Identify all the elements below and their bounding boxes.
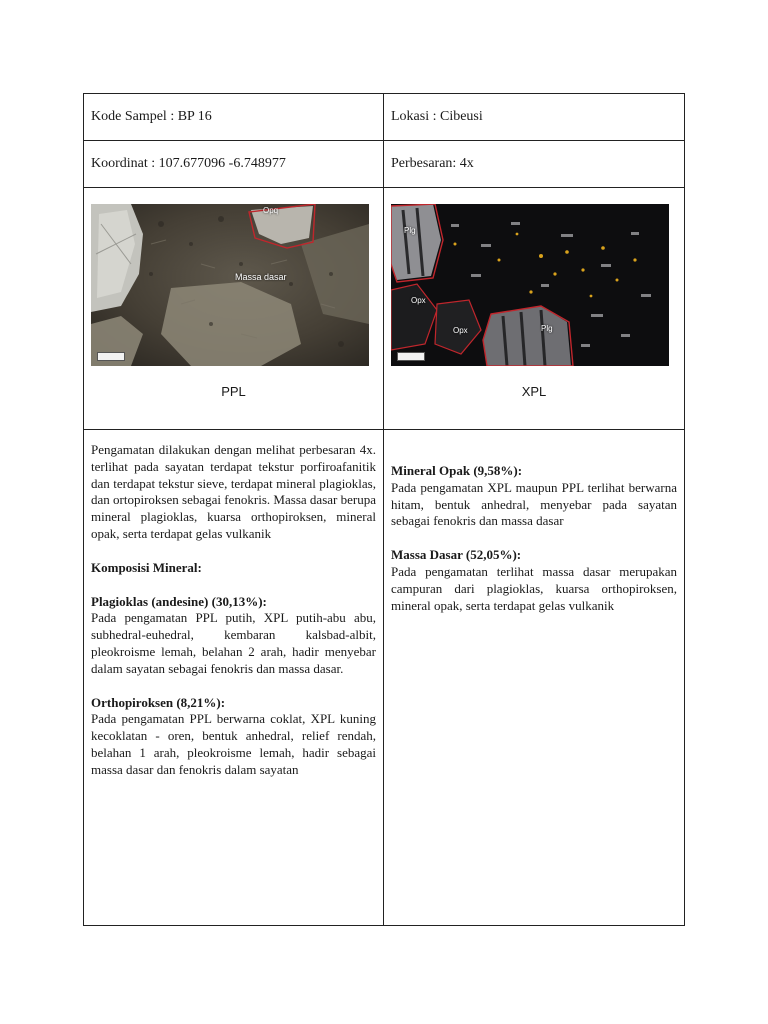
coordinate-cell: Koordinat : 107.677096 -6.748977 bbox=[84, 141, 384, 188]
mineral-opak-description: Pada pengamatan XPL maupun PPL terlihat berwarna hitam, bentuk anhedral, menyebar pada sayatan sebagai fenokris dan massa dasar bbox=[391, 479, 677, 529]
mineral-opak-heading: Mineral Opak (9,58%): bbox=[391, 463, 523, 478]
observation-text-cell bbox=[84, 430, 384, 926]
xpl-micrograph bbox=[391, 204, 669, 366]
sample-description-table bbox=[83, 93, 685, 926]
magnification-cell: Perbesaran: 4x bbox=[384, 141, 685, 188]
massa-dasar-heading: Massa Dasar (52,05%): bbox=[391, 547, 522, 563]
mineral-text-cell bbox=[384, 430, 685, 926]
xpl-label-opx-1: Opx bbox=[411, 296, 426, 305]
ppl-caption: PPL bbox=[221, 384, 246, 399]
observation-intro: Pengamatan dilakukan dengan melihat perbesaran 4x. terlihat pada sayatan terdapat tekstur porfiroafanitik dan terdapat tekstur sieve, terdapat mineral plagioklas, dan ortopiroksen sebagai fenokris. Massa dasar berupa mineral plagioklas, kuarsa orthopiroksen, mineral opak, serta terdapat gelas vulkanik bbox=[91, 442, 376, 541]
composition-heading: Komposisi Mineral: bbox=[91, 559, 202, 575]
xpl-caption: XPL bbox=[521, 384, 547, 399]
location-cell: Lokasi : Cibeusi bbox=[384, 94, 685, 141]
xpl-label-opx-2: Opx bbox=[453, 326, 468, 335]
xpl-label-plg-1: Plg bbox=[404, 226, 416, 235]
xpl-scale-bar bbox=[397, 352, 425, 361]
massa-dasar-description: Pada pengamatan terlihat massa dasar merupakan campuran dari plagioklas, kuarsa orthopiroksen, mineral opak, serta terdapat gelas vulkanik bbox=[391, 563, 677, 613]
ppl-micrograph-drawing bbox=[91, 204, 369, 366]
sample-code-cell: Kode Sampel : BP 16 bbox=[84, 94, 384, 141]
plagioklas-heading: Plagioklas (andesine) (30,13%): bbox=[91, 593, 267, 609]
orthopiroksen-heading: Orthopiroksen (8,21%): bbox=[91, 694, 226, 710]
ppl-image-cell bbox=[84, 188, 384, 430]
xpl-label-plg-2: Plg bbox=[541, 324, 553, 333]
xpl-micrograph-drawing bbox=[391, 204, 669, 366]
orthopiroksen-description: Pada pengamatan PPL berwarna coklat, XPL kuning kecoklatan - oren, bentuk anhedral, relief rendah, belahan 1 arah, pleokroisme lemah, hadir sebagai massa dasar dan fenokris dalam sayatan bbox=[91, 711, 376, 777]
ppl-scale-bar bbox=[97, 352, 125, 361]
plagioklas-description: Pada pengamatan PPL putih, XPL putih-abu abu, subhedral-euhedral, kembaran kalsbad-albit, pleokroisme lemah, belahan 2 arah, hadir menyebar dalam sayatan sebagai fenokris dan massa dasar. bbox=[91, 610, 376, 676]
ppl-label-opq: Opq bbox=[263, 206, 279, 215]
ppl-micrograph bbox=[91, 204, 369, 366]
xpl-image-cell bbox=[384, 188, 685, 430]
ppl-label-massa-dasar: Massa dasar bbox=[235, 272, 287, 282]
